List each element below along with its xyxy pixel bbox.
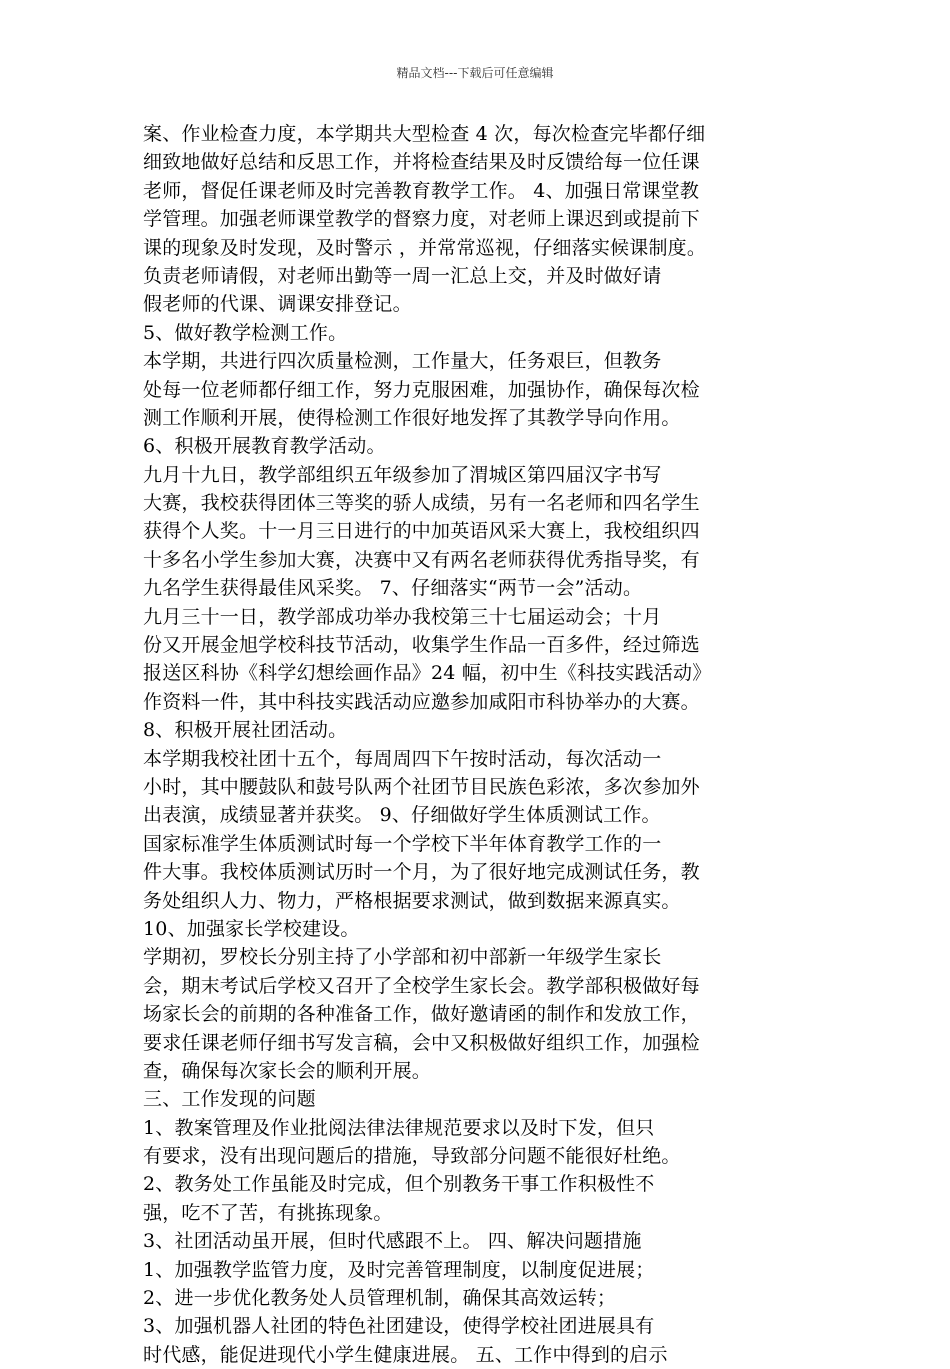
body-line: 件大事。我校体质测试历时一个月，为了很好地完成测试任务，教 [143,861,700,884]
body-line: 3、社团活动虽开展，但时代感跟不上。 四、解决问题措施 [143,1230,642,1253]
body-line: 老师，督促任课老师及时完善教育教学工作。 4、加强日常课堂教 [143,179,700,202]
body-line: 8、积极开展社团活动。 [143,719,348,742]
body-line: 2、进一步优化教务处人员管理机制，确保其高效运转； [143,1287,617,1310]
body-line: 要求任课老师仔细书写发言稿，会中又积极做好组织工作，加强检 [143,1031,700,1054]
body-line: 作资料一件，其中科技实践活动应邀参加咸阳市科协举办的大赛。 [143,690,700,713]
body-line: 本学期我校社团十五个，每周周四下午按时活动，每次活动一 [143,747,662,770]
body-line: 1、加强教学监管力度，及时完善管理制度，以制度促进展； [143,1258,655,1281]
body-line: 九月三十一日，教学部成功举办我校第三十七届运动会；十月 [143,605,662,628]
body-line: 国家标准学生体质测试时每一个学校下半年体育教学工作的一 [143,832,662,855]
document-header: 精品文档---下载后可任意编辑 [396,66,554,80]
body-line: 有要求，没有出现问题后的措施，导致部分问题不能很好杜绝。 [143,1145,681,1168]
body-line: 负责老师请假，对老师出勤等一周一汇总上交，并及时做好请 [143,264,662,287]
body-line: 学管理。加强老师课堂教学的督察力度，对老师上课迟到或提前下 [143,208,700,231]
body-line: 获得个人奖。十一月三日进行的中加英语风采大赛上，我校组织四 [143,520,700,543]
body-line: 出表演，成绩显著并获奖。 9、仔细做好学生体质测试工作。 [143,804,661,827]
body-line: 细致地做好总结和反思工作，并将检查结果及时反馈给每一位任课 [143,151,700,174]
body-line: 处每一位老师都仔细工作，努力克服困难，加强协作，确保每次检 [143,378,700,401]
body-line: 假老师的代课、调课安排登记。 [143,293,412,316]
body-line: 九名学生获得最佳风采奖。 7、仔细落实“两节一会”活动。 [143,577,643,600]
body-line: 案、作业检查力度，本学期共大型检查 4 次，每次检查完毕都仔细 [143,123,706,145]
body-line: 时代感，能促进现代小学生健康进展。 五、工作中得到的启示 [143,1343,668,1366]
body-line: 6、积极开展教育教学活动。 [143,435,386,458]
body-line: 强，吃不了苦，有挑拣现象。 [143,1201,393,1224]
body-line: 九月十九日，教学部组织五年级参加了渭城区第四届汉字书写 [143,463,662,486]
body-line: 5、做好教学检测工作。 [143,321,348,344]
body-line: 务处组织人力、物力，严格根据要求测试，做到数据来源真实。 [143,889,681,912]
body-line: 十多名小学生参加大赛，决赛中又有两名老师获得优秀指导奖，有 [143,548,700,571]
document-body [143,120,813,1369]
body-line: 三、工作发现的问题 [143,1088,316,1111]
body-line: 小时，其中腰鼓队和鼓号队两个社团节目民族色彩浓，多次参加外 [143,775,700,798]
body-line: 查，确保每次家长会的顺利开展。 [143,1059,432,1082]
body-line: 1、教案管理及作业批阅法律法律规范要求以及时下发，但只 [143,1116,655,1139]
body-line: 测工作顺利开展，使得检测工作很好地发挥了其教学导向作用。 [143,406,681,429]
body-line: 课的现象及时发现，及时警示 ，并常常巡视，仔细落实候课制度。 [143,236,707,259]
body-line: 大赛，我校获得团体三等奖的骄人成绩，另有一名老师和四名学生 [143,492,700,515]
body-line: 学期初，罗校长分别主持了小学部和初中部新一年级学生家长 [143,946,662,969]
body-line: 场家长会的前期的各种准备工作，做好邀请函的制作和发放工作， [143,1003,700,1026]
body-line: 2、教务处工作虽能及时完成，但个别教务干事工作积极性不 [143,1173,655,1196]
body-line: 本学期，共进行四次质量检测，工作量大，任务艰巨，但教务 [143,350,662,373]
body-line: 3、加强机器人社团的特色社团建设，使得学校社团进展具有 [143,1315,655,1338]
body-line: 10、加强家长学校建设。 [143,917,360,940]
body-line: 会，期末考试后学校又召开了全校学生家长会。教学部积极做好每 [143,974,700,997]
body-line: 报送区科协《科学幻想绘画作品》24 幅，初中生《科技实践活动》 [143,662,712,685]
body-line: 份又开展金旭学校科技节活动，收集学生作品一百多件，经过筛选 [143,634,700,657]
